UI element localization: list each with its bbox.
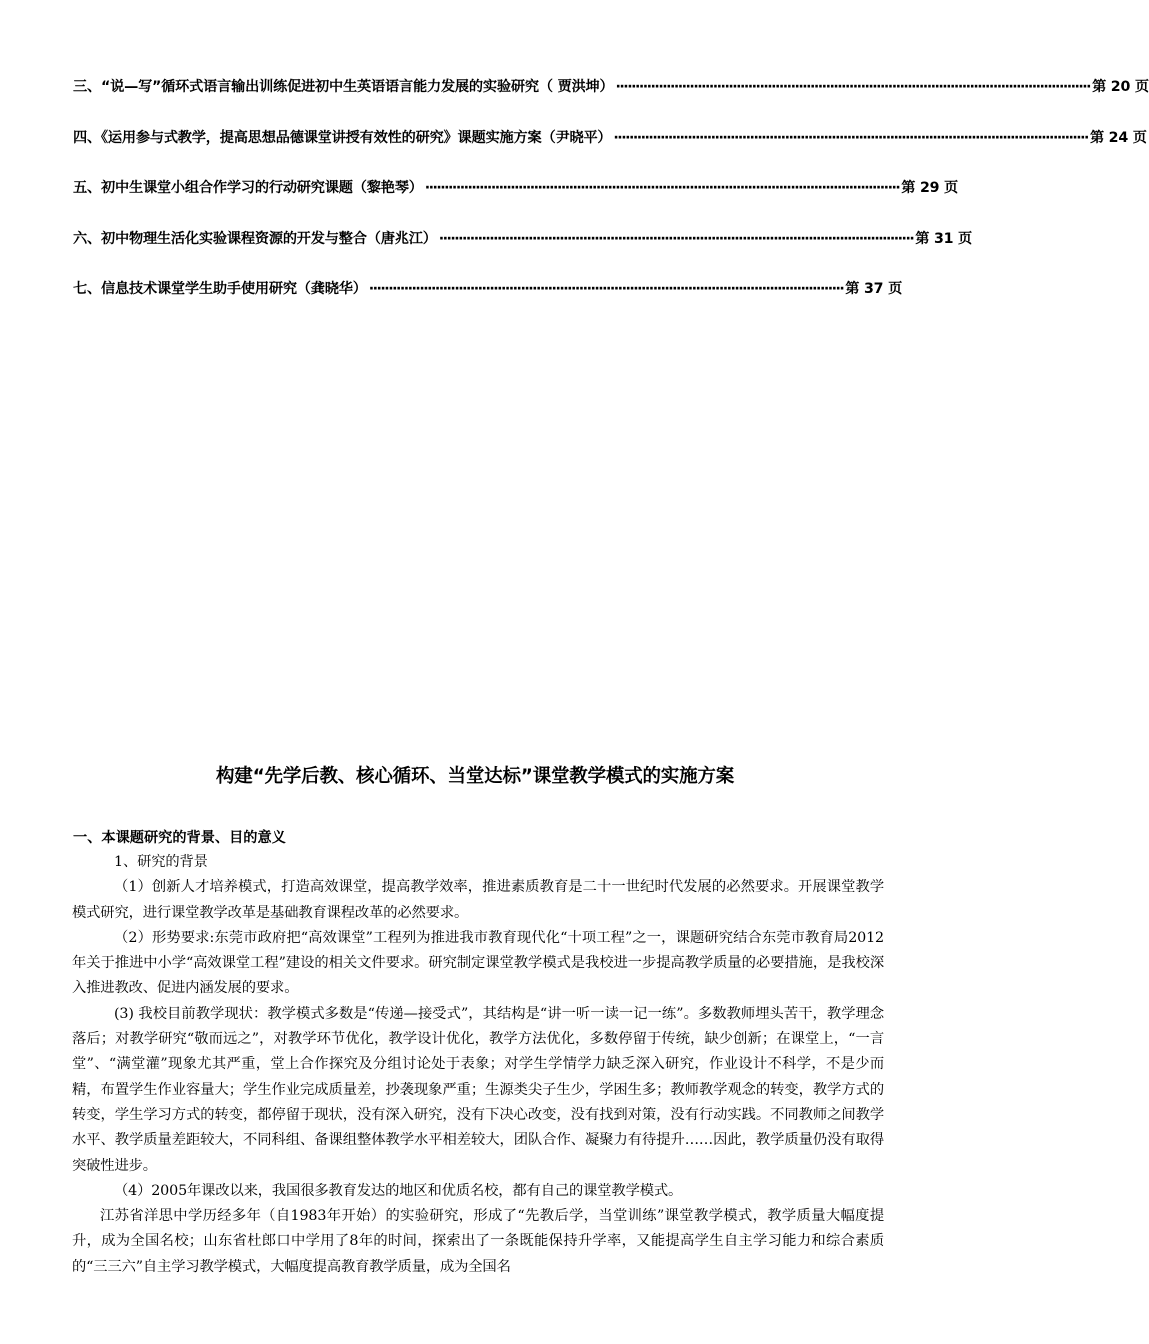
paragraph: （4）2005年课改以来，我国很多教育发达的地区和优质名校，都有自己的课堂教学模式。 [114,1182,683,1199]
toc-entry[interactable] [73,127,1147,178]
toc-entry-page: 第 37 页 [845,281,903,297]
toc-entry[interactable] [73,228,973,279]
toc-entry-page: 第 29 页 [901,180,959,196]
toc-entry-page: 第 24 页 [1089,129,1147,146]
paragraph: （2）形势要求:东莞市政府把“高效课堂”工程列为推进我市教育现代化“十项工程”之一，课题研究结合东莞市教育局2012年关于推进中小学“高效课堂工程”建设的相关文件要求。研究制定课堂教学模式是我校进一步提高教学质量的必要措施，是我校深入推进教改、促进内涵发展的要求。 [72,929,884,997]
toc-entry-title: 三、“说—写”循环式语言输出训练促进初中生英语语言能力发展的实验研究（ 贾洪坤） [73,79,614,95]
toc-entry[interactable] [73,278,903,329]
toc-leader-dots: ·························································································································· [424,180,900,196]
toc-leader-dots: ·························································································································· [368,281,844,297]
toc-entry[interactable] [73,177,959,228]
paragraph: 江苏省洋思中学历经多年（自1983年开始）的实验研究，形成了“先教后学，当堂训练”课堂教学模式，教学质量大幅度提升，成为全国名校；山东省杜郎口中学用了8年的时间，探索出了一条既能保持升学率，又能提高学生自主学习能力和综合素质的“三三六”自主学习教学模式，大幅度提高教育教学质量，成为全国名 [72,1208,884,1275]
document-title: 构建“先学后教、核心循环、当堂达标”课堂教学模式的实施方案 [215,766,735,787]
section-heading: 一、本课题研究的背景、目的意义 [73,830,286,846]
paragraph: （1）创新人才培养模式，打造高效课堂，提高教学效率，推进素质教育是二十一世纪时代发展的必然要求。开展课堂教学模式研究，进行课堂教学改革是基础教育课程改革的必然要求。 [72,879,884,921]
paragraph: (3) 我校目前教学现状：教学模式多数是“传递—接受式”，其结构是“讲一听一读一记一练”。多数教师埋头苦干，教学理念落后；对教学研究“敬而远之”，对教学环节优化，教学设计优化，教学方法优化，多数停留于传统，缺少创新；在课堂上，“一言堂”、“满堂灌”现象尤其严重，堂上合作探究及分组讨论处于表象；对学生学情学力缺乏深入研究，作业设计不科学，不是少而精，布置学生作业容量大；学生作业完成质量差，抄袭现象严重；生源类尖子生少，学困生多；教师教学观念的转变，教学方式的转变，学生学习方式的转变，都停留于现状，没有深入研究，没有下决心改变，没有找到对策，没有行动实践。不同教师之间教学水平、教学质量差距较大，不同科组、备课组整体教学水平相差较大，团队合作、凝聚力有待提升……因此，教学质量仍没有取得突破性进步。 [72,1005,884,1174]
toc-entry-title: 五、初中生课堂小组合作学习的行动研究课题（黎艳琴） [73,180,423,196]
toc-leader-dots: ·························································································································· [438,230,914,247]
toc-leader-dots: ·························································································································· [613,129,1088,146]
toc-entry-title: 四、《运用参与式教学，提高思想品德课堂讲授有效性的研究》课题实施方案（尹晓平） [73,129,612,146]
article-body [72,850,884,1280]
toc-entry-title: 六、初中物理生活化实验课程资源的开发与整合（唐兆江） [73,230,437,247]
toc-entry[interactable] [73,76,1149,127]
toc-entry-title: 七、信息技术课堂学生助手使用研究（龚晓华） [73,281,367,297]
toc-entry-page: 第 20 页 [1092,79,1149,95]
toc-leader-dots: ·························································································································· [615,79,1091,95]
table-of-contents [73,76,1149,329]
toc-entry-page: 第 31 页 [915,230,973,247]
subheading: 1、研究的背景 [114,854,208,870]
